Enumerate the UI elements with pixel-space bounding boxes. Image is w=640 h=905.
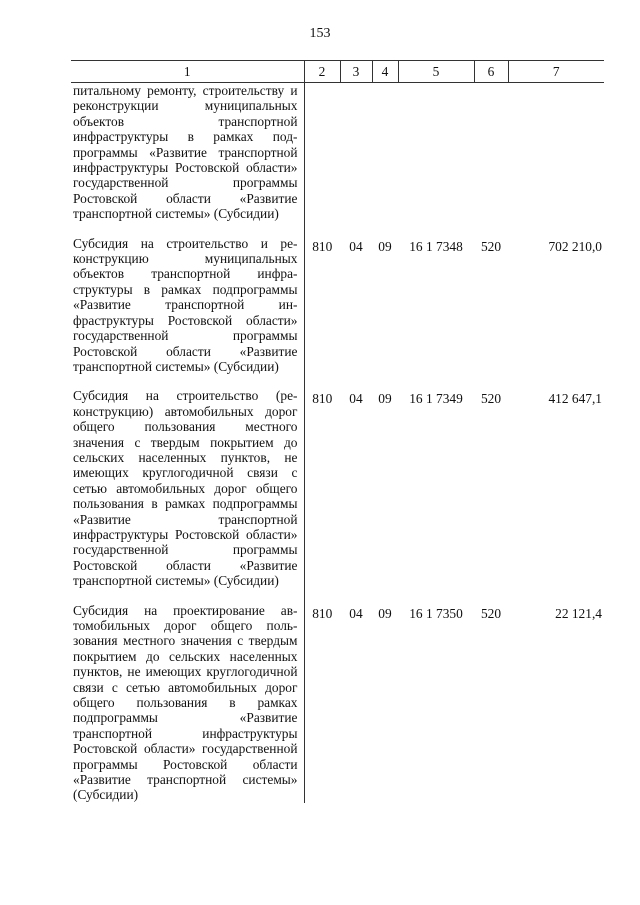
cell-ministry-code: 810 bbox=[312, 238, 333, 254]
cell-amount: 22 121,4 bbox=[555, 605, 602, 621]
cell-subsection: 09 bbox=[378, 605, 392, 621]
cell-target-article: 16 1 7349 bbox=[409, 391, 463, 407]
row-description: Субсидия на строительство и реконструкцию муниципальных объектов транспортной инфраструктуры в рамках подпрограммы «Развитие транспортной инфраструктуры Ростовской области» государственной программы Ростовской области «Развитие транспортной системы» (Субсидии) bbox=[71, 222, 304, 375]
cell-target-article: 16 1 7350 bbox=[409, 605, 463, 621]
cell-expense-type bbox=[474, 83, 508, 222]
column-header: 5 bbox=[398, 61, 474, 83]
column-header: 6 bbox=[474, 61, 508, 83]
cell-section bbox=[340, 83, 372, 222]
table-row bbox=[71, 222, 604, 375]
cell-amount bbox=[508, 83, 604, 222]
cell-ministry-code: 810 bbox=[312, 605, 333, 621]
cell-target-article: 16 1 7348 bbox=[409, 238, 463, 254]
column-header: 3 bbox=[340, 61, 372, 83]
row-description: питальному ремонту, строительству и реконструкции муниципальных объектов транспортной инфраструктуры в рамках подпрограммы «Развитие транспортной инфраструктуры Ростовской области» государственной программы Ростовской области «Развитие транспортной системы» (Субсидии) bbox=[71, 83, 304, 222]
row-description: Субсидия на строительство (реконструкцию) автомобильных дорог общего пользования местного значения с твердым покрытием до сельских населенных пунктов, не имеющих круглогодичной связи с сетью автомобильных дорог общего пользования в рамках подпрограммы «Развитие транспортной инфраструктуры Ростовской области» государственной программы Ростовской области «Развитие транспортной системы» (Субсидии) bbox=[71, 374, 304, 588]
cell-amount: 412 647,1 bbox=[548, 391, 602, 407]
cell-target-article bbox=[398, 83, 474, 222]
cell-section: 04 bbox=[349, 238, 363, 254]
row-description: Субсидия на проектирование автомобильных дорог общего пользования местного значения с твердым покрытием до сельских населенных пунктов, не имеющих круглогодичной связи с сетью автомобильных дорог общего пользования в рамках подпрограммы «Развитие транспортной инфраструктуры Ростовской области» государственной программы Ростовской области «Развитие транспортной системы» (Субсидии) bbox=[71, 589, 304, 803]
cell-section: 04 bbox=[349, 391, 363, 407]
cell-expense-type: 520 bbox=[480, 605, 502, 621]
cell-subsection: 09 bbox=[378, 391, 392, 407]
cell-amount: 702 210,0 bbox=[548, 238, 602, 254]
cell-ministry-code: 810 bbox=[312, 391, 333, 407]
table-row bbox=[71, 374, 604, 588]
page-number: 153 bbox=[309, 26, 331, 41]
column-header: 7 bbox=[508, 61, 604, 83]
cell-expense-type: 520 bbox=[480, 238, 502, 254]
table-row bbox=[71, 83, 604, 222]
cell-subsection bbox=[372, 83, 398, 222]
cell-ministry-code bbox=[304, 83, 340, 222]
cell-subsection: 09 bbox=[378, 238, 392, 254]
column-header: 2 bbox=[304, 61, 340, 83]
cell-section: 04 bbox=[349, 605, 363, 621]
column-header: 4 bbox=[372, 61, 398, 83]
table-row bbox=[71, 589, 604, 803]
column-header: 1 bbox=[71, 61, 304, 83]
table-header-row bbox=[71, 61, 604, 83]
budget-table bbox=[71, 60, 604, 803]
cell-expense-type: 520 bbox=[480, 391, 502, 407]
